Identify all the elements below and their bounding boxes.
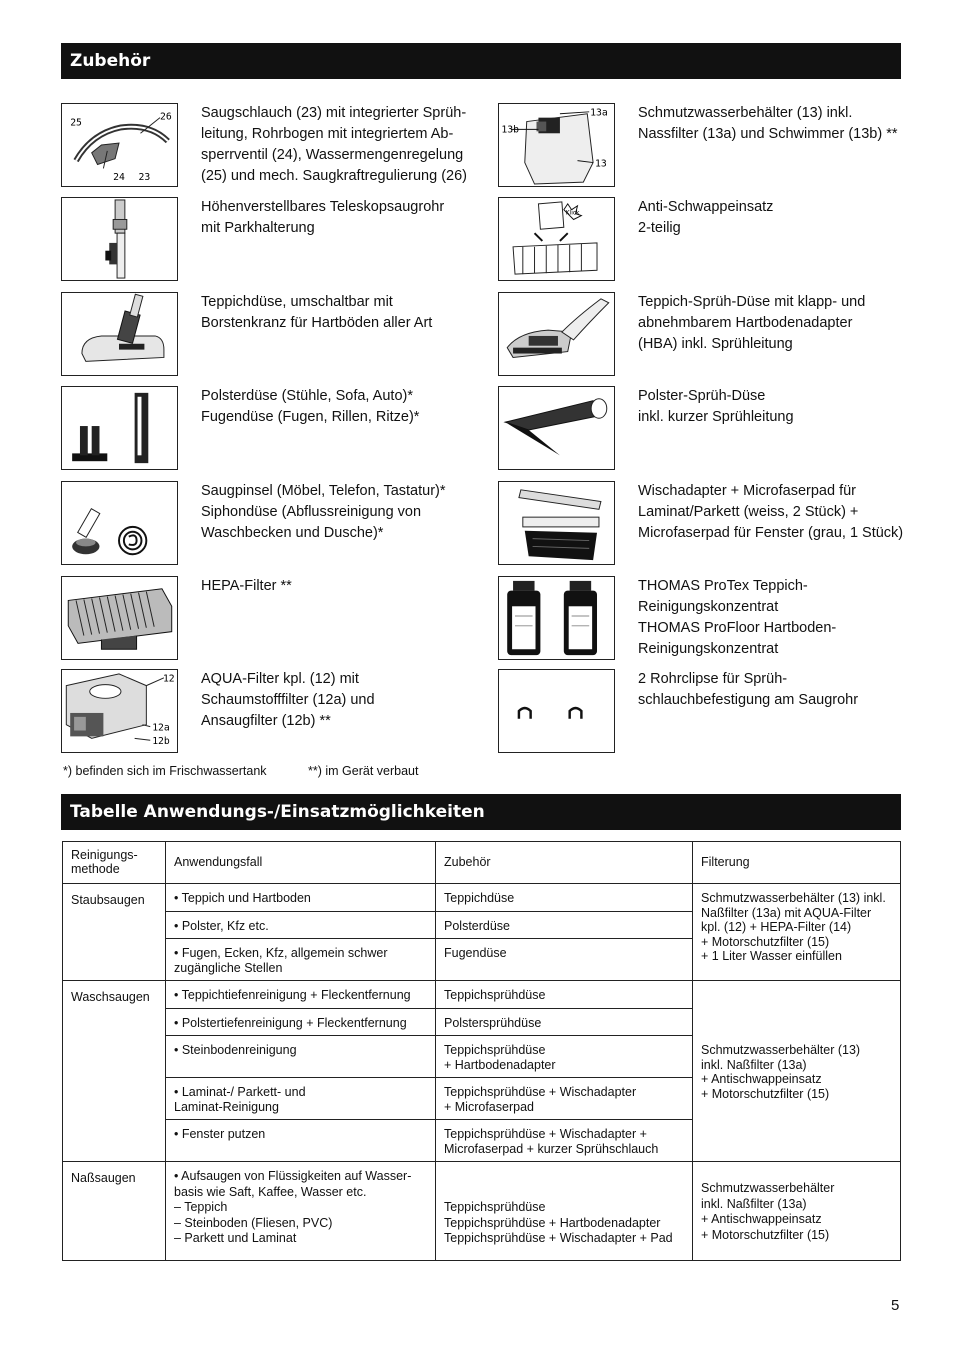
accessory-cell: Polsterdüse	[436, 911, 693, 939]
dirty-water-tank-icon	[498, 103, 615, 187]
accessory-description: Höhenverstellbares Teleskopsaugrohr mit Parkhalterung	[201, 199, 445, 236]
case-cell: • Fenster putzen	[166, 1120, 436, 1162]
callout-26: 26	[160, 111, 172, 123]
upholstery-spray-nozzle-icon	[498, 386, 615, 470]
brush-icon	[61, 481, 178, 565]
accessory-description: HEPA-Filter **	[201, 578, 292, 594]
header-cell: Reinigungs- methode	[63, 842, 166, 884]
header-cell: Anwendungsfall	[166, 842, 436, 884]
section-title-applications	[61, 794, 901, 830]
accessory-cell: Teppichsprühdüse	[436, 981, 693, 1009]
accessory-cell: Teppichsprühdüse + Wischadapter + Microfaserpad + kurzer Sprühschlauch	[436, 1120, 693, 1162]
accessory-description: Teppich-Sprüh-Düse mit klapp- und abnehmbarem Hartbodenadapter (HBA) inkl. Sprühleitung	[638, 294, 866, 352]
callout-13b: 13b	[501, 124, 519, 136]
footnote-frischwassertank: *) befinden sich im Frischwassertank	[63, 764, 267, 778]
table-row	[63, 981, 901, 1009]
case-cell: • Aufsaugen von Flüssigkeiten auf Wasser- basis wie Saft, Kaffee, Wasser etc. – Teppich – Steinboden (Fliesen, PVC) – Parkett und Laminat	[166, 1162, 436, 1261]
case-cell: • Fugen, Ecken, Kfz, allgemein schwer zugängliche Stellen	[166, 939, 436, 981]
filter-cell: Schmutzwasserbehälter (13) inkl. Naßfilter (13a) mit AQUA-Filter kpl. (12) + HEPA-Filter (14) + Motorschutzfilter (15) + 1 Liter Wasser einfüllen	[693, 884, 901, 981]
case-cell: • Polster, Kfz etc.	[166, 911, 436, 939]
hose-icon	[61, 103, 178, 187]
accessory-description: THOMAS ProTex Teppich- Reinigungskonzentrat THOMAS ProFloor Hartboden- Reinigungskonzentrat	[638, 578, 837, 657]
callout-23: 23	[138, 172, 151, 184]
table-row	[63, 884, 901, 912]
header-cell: Filterung	[693, 842, 901, 884]
accessory-description: Schmutzwasserbehälter (13) inkl. Nassfilter (13a) und Schwimmer (13b) **	[638, 105, 898, 142]
case-cell: • Steinbodenreinigung	[166, 1036, 436, 1078]
callout-12a: 12a	[152, 722, 170, 734]
callout-13: 13	[595, 158, 607, 170]
accessory-description: Teppichdüse, umschaltbar mit Borstenkranz für Hartböden aller Art	[201, 294, 433, 331]
wiping-adapter-icon	[498, 481, 615, 565]
applications-table	[62, 841, 901, 1261]
method-cell: Staubsaugen	[63, 884, 166, 981]
filter-cell: Schmutzwasserbehälter inkl. Naßfilter (13a) + Antischwappeinsatz + Motorschutzfilter (15)	[693, 1162, 901, 1261]
accessory-cell: Teppichsprühdüse + Wischadapter + Microfaserpad	[436, 1078, 693, 1120]
accessory-description: Wischadapter + Microfaserpad für Laminat/Parkett (weiss, 2 Stück) + Microfaserpad für Fenster (grau, 1 Stück)	[638, 483, 904, 541]
callout-25: 25	[70, 117, 82, 129]
accessory-description: Saugschlauch (23) mit integrierter Sprüh- leitung, Rohrbogen mit integriertem Ab- sperrventil (24), Wassermengenregelung (25) und mech. Saugkraftregulierung (26)	[201, 105, 467, 184]
table-header-row	[63, 842, 901, 884]
page-number: 5	[891, 1297, 900, 1314]
table-row	[63, 1162, 901, 1261]
accessory-description: Polster-Sprüh-Düse inkl. kurzer Sprühleitung	[638, 388, 794, 425]
cleaning-concentrate-bottles-icon	[498, 576, 615, 660]
filter-cell: Schmutzwasserbehälter (13) inkl. Naßfilter (13a) + Antischwappeinsatz + Motorschutzfilter (15)	[693, 981, 901, 1162]
hepa-filter-icon	[61, 576, 178, 660]
aqua-filter-icon	[61, 669, 178, 753]
accessory-cell: Fugendüse	[436, 939, 693, 981]
callout-24: 24	[113, 172, 125, 184]
anti-splash-insert-icon	[498, 197, 615, 281]
pipe-clips-icon	[498, 669, 615, 753]
accessory-cell: Teppichsprühdüse + Hartbodenadapter	[436, 1036, 693, 1078]
carpet-nozzle-icon	[61, 292, 178, 376]
case-cell: • Laminat-/ Parkett- und Laminat-Reinigung	[166, 1078, 436, 1120]
klick-label: Klick	[565, 210, 580, 217]
section-title-text: Tabelle Anwendungs-/Einsatzmöglichkeiten	[70, 802, 485, 822]
case-cell: • Polstertiefenreinigung + Fleckentfernung	[166, 1008, 436, 1036]
footnote-geraet-verbaut: **) im Gerät verbaut	[308, 764, 419, 778]
accessory-cell: Teppichsprühdüse Teppichsprühdüse + Hartbodenadapter Teppichsprühdüse + Wischadapter + Pad	[436, 1162, 693, 1261]
callout-13a: 13a	[590, 107, 608, 119]
case-cell: • Teppich und Hartboden	[166, 884, 436, 912]
accessory-description: Polsterdüse (Stühle, Sofa, Auto)* Fugendüse (Fugen, Rillen, Ritze)*	[201, 388, 420, 425]
method-cell: Naßsaugen	[63, 1162, 166, 1261]
method-cell: Waschsaugen	[63, 981, 166, 1162]
callout-12b: 12b	[152, 736, 170, 748]
header-cell: Zubehör	[436, 842, 693, 884]
upholstery-nozzle-icon	[61, 386, 178, 470]
footnotes	[63, 764, 419, 778]
callout-12: 12	[162, 673, 175, 685]
accessory-description: AQUA-Filter kpl. (12) mit Schaumstofffilter (12a) und Ansaugfilter (12b) **	[201, 671, 375, 729]
telescopic-tube-icon	[61, 197, 178, 281]
section-title-text: Zubehör	[70, 51, 151, 71]
accessory-description: Anti-Schwappeinsatz 2-teilig	[638, 199, 774, 236]
spray-carpet-nozzle-icon	[498, 292, 615, 376]
section-title-accessories	[61, 43, 901, 79]
accessory-cell: Polstersprühdüse	[436, 1008, 693, 1036]
accessory-description: Saugpinsel (Möbel, Telefon, Tastatur)* Siphondüse (Abflussreinigung von Waschbecken und Dusche)*	[201, 483, 446, 541]
accessory-description: 2 Rohrclipse für Sprüh- schlauchbefestigung am Saugrohr	[638, 671, 859, 708]
case-cell: • Teppichtiefenreinigung + Fleckentfernung	[166, 981, 436, 1009]
accessory-cell: Teppichdüse	[436, 884, 693, 912]
